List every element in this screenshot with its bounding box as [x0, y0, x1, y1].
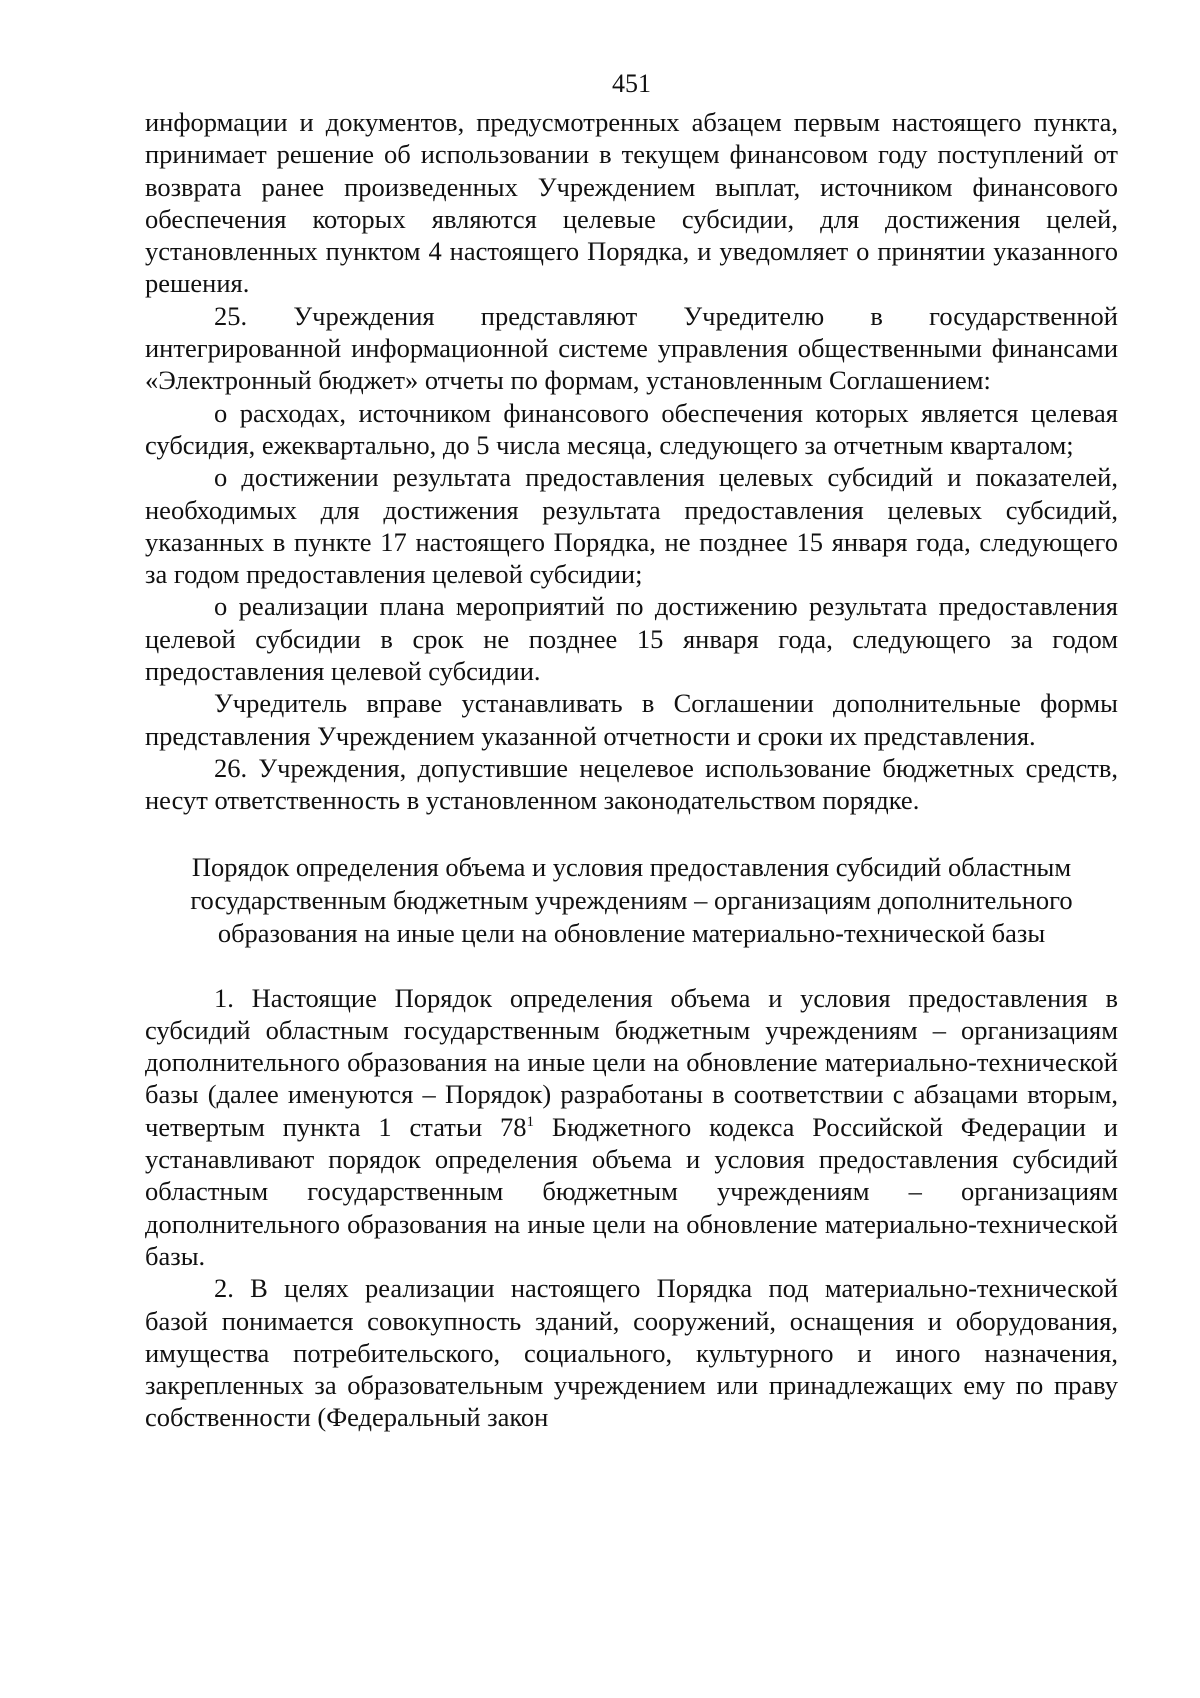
paragraph-item-1-text: 1. Настоящие Порядок определения объема и условия предоставления в субсидий областным государственным бюджетным учреждениям – организациям дополнительного образования на иные цели на обновление материально-технической базы (далее именуются – Порядок) разработаны в соответствии с абзацами вторым, четвертым пункта 1 статьи 78 — [145, 982, 1118, 1142]
section-heading-line: государственным бюджетным учреждениям – организациям дополнительного — [190, 884, 1073, 915]
section-heading-line: Порядок определения объема и условия предоставления субсидий областным — [191, 851, 1072, 882]
paragraph-report-plan: о реализации плана мероприятий по достижению результата предоставления целевой субсидии в срок не позднее 15 января года, следующего за годом предоставления целевой субсидии. — [145, 591, 1118, 687]
superscript: 1 — [526, 1113, 534, 1130]
section-heading-line: образования на иные цели на обновление материально-технической базы — [217, 917, 1046, 948]
paragraph-item-1-text-cont: Бюджетного кодекса Российской Федерации и устанавливают порядок определения объема и условия предоставления субсидий областным государственным бюджетным учреждениям – организациям дополнительного образования на иные цели на обновление материально-технической базы. — [145, 1111, 1118, 1271]
paragraph-report-results: о достижении результата предоставления целевых субсидий и показателей, необходимых для достижения результата предоставления целевых субсидий, указанных в пункте 17 настоящего Порядка, не позднее 15 января года, следующего за годом предоставления целевой субсидии; — [145, 462, 1118, 590]
paragraph-item-26: 26. Учреждения, допустившие нецелевое использование бюджетных средств, несут ответственность в установленном законодательством порядке. — [145, 752, 1118, 816]
paragraph-item-2: 2. В целях реализации настоящего Порядка под материально-технической базой понимается совокупность зданий, сооружений, оснащения и оборудования, имущества потребительского, социального, культурного и иного назначения, закрепленных за образовательным учреждением или принадлежащих ему по праву собственности (Федеральный закон — [145, 1273, 1118, 1433]
paragraph-report-expenses: о расходах, источником финансового обеспечения которых является целевая субсидия, ежеквартально, до 5 числа месяца, следующего за отчетным кварталом; — [145, 397, 1118, 460]
paragraph-additional-forms: Учредитель вправе устанавливать в Соглашении дополнительные формы представления Учреждением указанной отчетности и сроки их представления. — [145, 688, 1118, 751]
document-page — [145, 68, 1118, 1434]
page-number: 451 — [612, 69, 651, 98]
paragraph-continuation: информации и документов, предусмотренных абзацем первым настоящего пункта, принимает решение об использовании в текущем финансовом году поступлений от возврата ранее произведенных Учреждением выплат, источником финансового обеспечения которых являются целевые субсидии, для достижения целей, установленных пунктом 4 настоящего Порядка, и уведомляет о принятии указанного решения. — [145, 107, 1118, 299]
paragraph-item-25: 25. Учреждения представляют Учредителю в государственной интегрированной информационной системе управления общественными финансами «Электронный бюджет» отчеты по формам, установленным Соглашением: — [145, 300, 1118, 396]
section-heading — [145, 851, 1118, 950]
paragraph-item-1 — [145, 982, 1118, 1273]
